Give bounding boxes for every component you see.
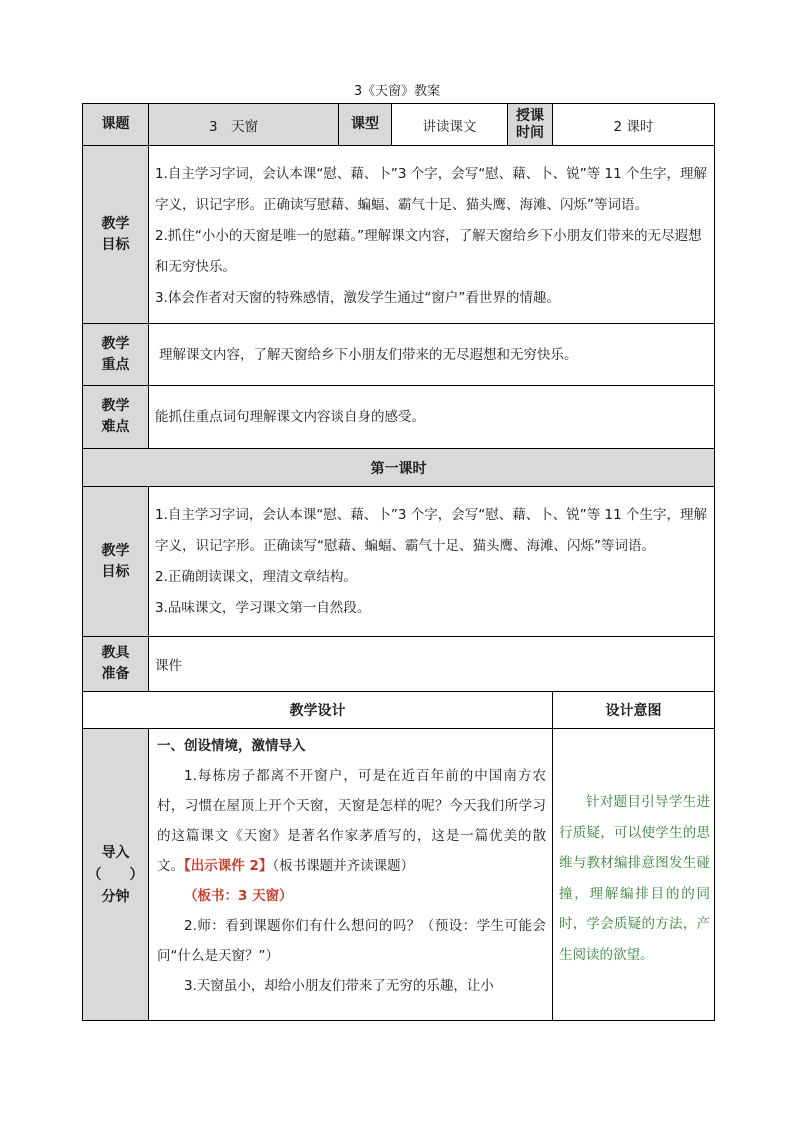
objectives-content <box>149 146 715 324</box>
design-intent <box>553 729 715 1021</box>
type-label: 课型 <box>339 104 392 146</box>
key-points-label: 教学 重点 <box>83 324 149 386</box>
tools-content: 课件 <box>149 637 715 692</box>
paragraph-2: 2.师：看到课题你们有什么想问的吗？（预设：学生可能会问“什么是天窗？”） <box>157 918 546 964</box>
topic-label: 课题 <box>83 104 149 146</box>
paragraph-1-text: 1.每栋房子都离不开窗户，可是在近百年前的中国南方农村，习惯在屋顶上开个天窗，天窗是怎样的呢？今天我们所学习的这篇课文《天窗》是著名作家茅盾写的，这是一篇优美的散文。 <box>157 768 546 874</box>
lesson1-title-row <box>83 449 715 487</box>
objectives-label: 教学 目标 <box>83 146 149 324</box>
lesson1-title: 第一课时 <box>83 449 715 487</box>
courseware-highlight: 【出示课件 2】 <box>184 858 273 874</box>
objective-item: 3.体会作者对天窗的特殊感情，激发学生通过“窗户”看世界的情趣。 <box>155 290 560 306</box>
header-row <box>83 104 715 146</box>
topic-value: 3 天窗 <box>149 104 339 146</box>
tools-row <box>83 637 715 692</box>
difficulties-content: 能抓住重点词句理解课文内容谈自身的感受。 <box>149 386 715 449</box>
objective-item: 3.品味课文，学习课文第一自然段。 <box>155 599 371 616</box>
objective-item: 1.自主学习字词，会认本课“慰、藉、卜”3 个字，会写“慰、藉、卜、锐”等 11 个生字，理解字义，识记字形。正确读写慰藉、蝙蝠、霸气十足、猫头鹰、海滩、闪烁”等词语。 <box>155 166 707 213</box>
intro-content <box>149 729 553 1021</box>
intent-column-header: 设计意图 <box>553 692 715 729</box>
objective-item: 2.抓住“小小的天窗是唯一的慰藉。”理解课文内容，了解天窗给乡下小朋友们带来的无尽遐想和无穷快乐。 <box>155 228 702 275</box>
stage-label: 导入 （ ） 分钟 <box>83 729 149 1021</box>
document-title: 3《天窗》教案 <box>353 84 441 99</box>
difficulties-label: 教学 难点 <box>83 386 149 449</box>
objective-item: 1.自主学习字词，会认本课“慰、藉、卜”3 个字，会写“慰、藉、卜、锐”等 11 个生字，理解字义，识记字形。正确读写“慰藉、蝙蝠、霸气十足、猫头鹰、海滩、闪烁”等词语。 <box>155 506 707 554</box>
intro-stage-row <box>83 729 715 1021</box>
lesson1-objectives-content <box>149 487 715 637</box>
time-label: 授课 时间 <box>508 104 553 146</box>
paragraph-1 <box>157 761 546 881</box>
objective-item: 2.正确朗读课文，理清文章结构。 <box>155 568 357 585</box>
time-value: 2 课时 <box>553 104 715 146</box>
objectives-row <box>83 146 715 324</box>
difficulties-row <box>83 386 715 449</box>
design-header-row <box>83 692 715 729</box>
paragraph-3: 3.天窗虽小，却给小朋友们带来了无穷的乐趣，让小 <box>184 978 494 994</box>
design-intent-text: 针对题目引导学生进行质疑，可以使学生的思维与教材编排意图发生碰撞，理解编排目的的同时，学会质疑的方法，产生阅读的欲望。 <box>559 794 710 963</box>
lesson1-objectives-row <box>83 487 715 637</box>
section-title: 一、创设情境，激情导入 <box>157 738 306 754</box>
key-points-row <box>83 324 715 386</box>
key-points-content: 理解课文内容，了解天窗给乡下小朋友们带来的无尽遐想和无穷快乐。 <box>149 324 715 386</box>
tools-label: 教具 准备 <box>83 637 149 692</box>
board-note: （板书：3 天窗） <box>184 888 293 904</box>
lesson1-objectives-label: 教学 目标 <box>83 487 149 637</box>
type-value: 讲读课文 <box>392 104 508 146</box>
paragraph-1-tail: （板书课题并齐读课题） <box>272 858 415 874</box>
lesson-plan-table <box>82 103 715 1021</box>
design-column-header: 教学设计 <box>83 692 553 729</box>
